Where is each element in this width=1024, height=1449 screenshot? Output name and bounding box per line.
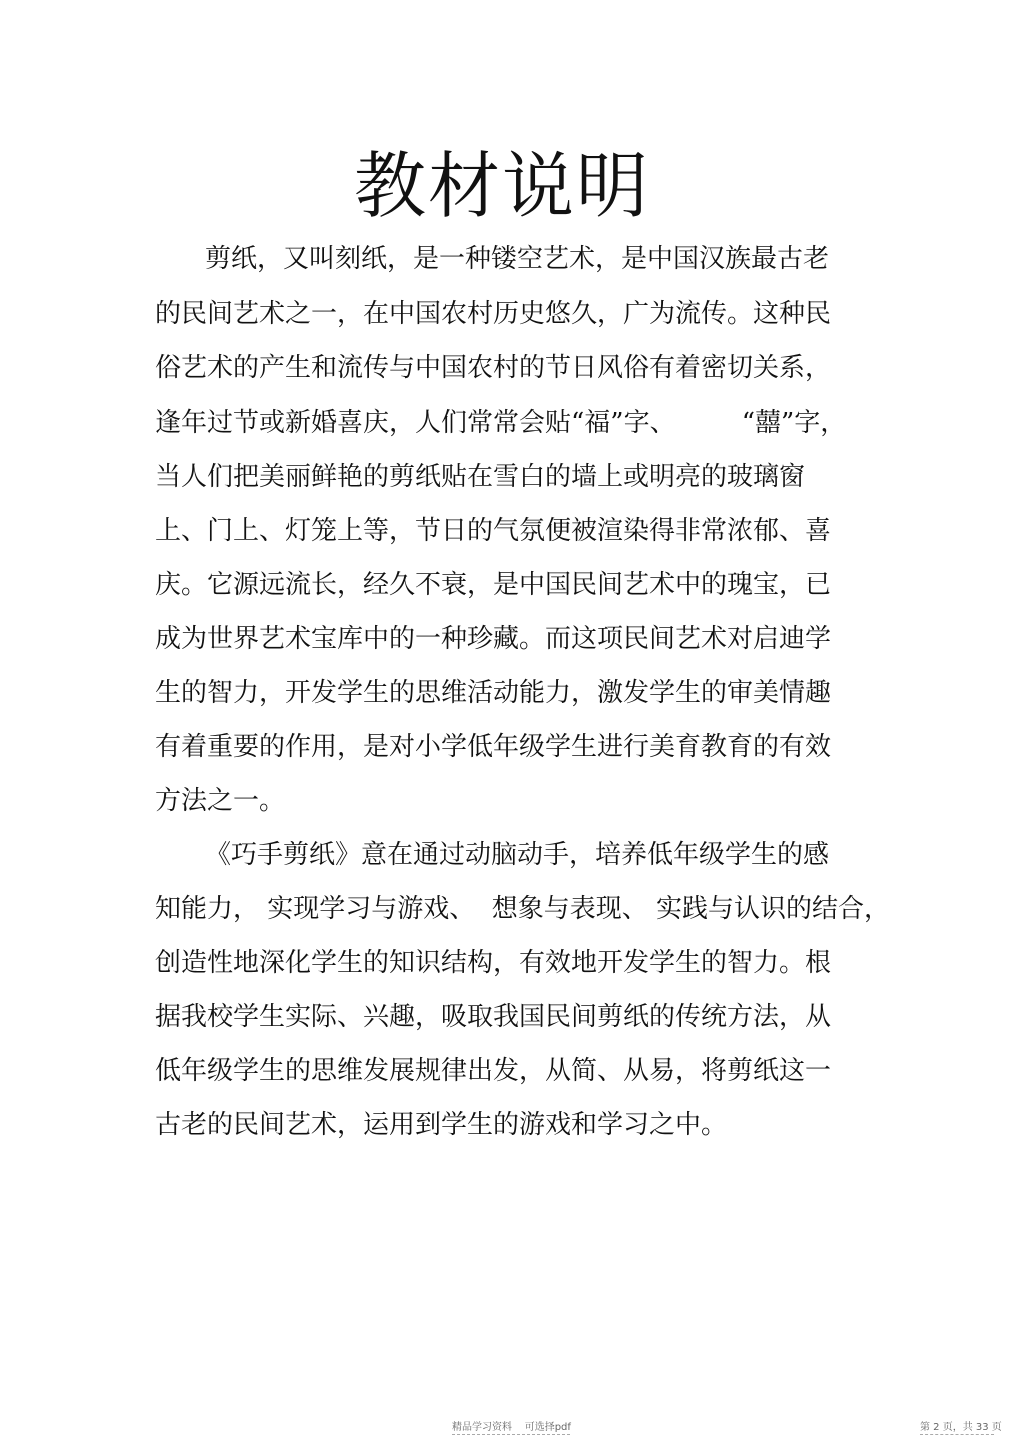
paragraph-1-line: 俗艺术的产生和流传与中国农村的节日风俗有着密切关系， [155, 353, 832, 383]
paragraph-1-line: 逢年过节或新婚喜庆，人们常常会贴“福”字、 “囍”字， [155, 408, 847, 438]
paragraph-1-line: 生的智力，开发学生的思维活动能力，激发学生的审美情趣 [155, 678, 832, 708]
page-indicator: 第 2 页，共 33 页 [920, 1422, 1002, 1433]
paragraph-1-line: 庆。它源远流长，经久不衰，是中国民间艺术中的瑰宝，已 [155, 570, 832, 600]
paragraph-2-line: 创造性地深化学生的知识结构，有效地开发学生的智力。根 [155, 948, 832, 978]
footer-left-divider [452, 1434, 570, 1435]
paragraph-2-line: 低年级学生的思维发展规律出发，从简、从易，将剪纸这一 [155, 1056, 832, 1086]
paragraph-1-line: 剪纸，又叫刻纸，是一种镂空艺术，是中国汉族最古老 [205, 244, 830, 274]
paragraph-2-line: 古老的民间艺术，运用到学生的游戏和学习之中。 [155, 1110, 728, 1140]
paragraph-2-line: 《巧手剪纸》意在通过动脑动手，培养低年级学生的感 [205, 840, 830, 870]
paragraph-1-line: 的民间艺术之一，在中国农村历史悠久，广为流传。这种民 [155, 299, 832, 329]
paragraph-1-line: 当人们把美丽鲜艳的剪纸贴在雪白的墙上或明亮的玻璃窗 [155, 462, 806, 492]
document-title: 教材说明 [353, 144, 650, 228]
paragraph-1-line: 成为世界艺术宝库中的一种珍藏。而这项民间艺术对启迪学 [155, 624, 832, 654]
paragraph-2-line: 据我校学生实际、兴趣，吸取我国民间剪纸的传统方法，从 [155, 1002, 832, 1032]
footer-right-divider [920, 1434, 994, 1435]
footer-watermark: 精品学习资料 可选择pdf [452, 1422, 571, 1433]
paragraph-1-line: 上、门上、灯笼上等，节日的气氛便被渲染得非常浓郁、喜 [155, 516, 832, 546]
paragraph-2-line: 知能力， 实现学习与游戏、 想象与表现、 实践与认识的结合， [155, 894, 891, 924]
paragraph-1-line: 方法之一。 [155, 786, 286, 816]
paragraph-1-line: 有着重要的作用，是对小学低年级学生进行美育教育的有效 [155, 732, 832, 762]
